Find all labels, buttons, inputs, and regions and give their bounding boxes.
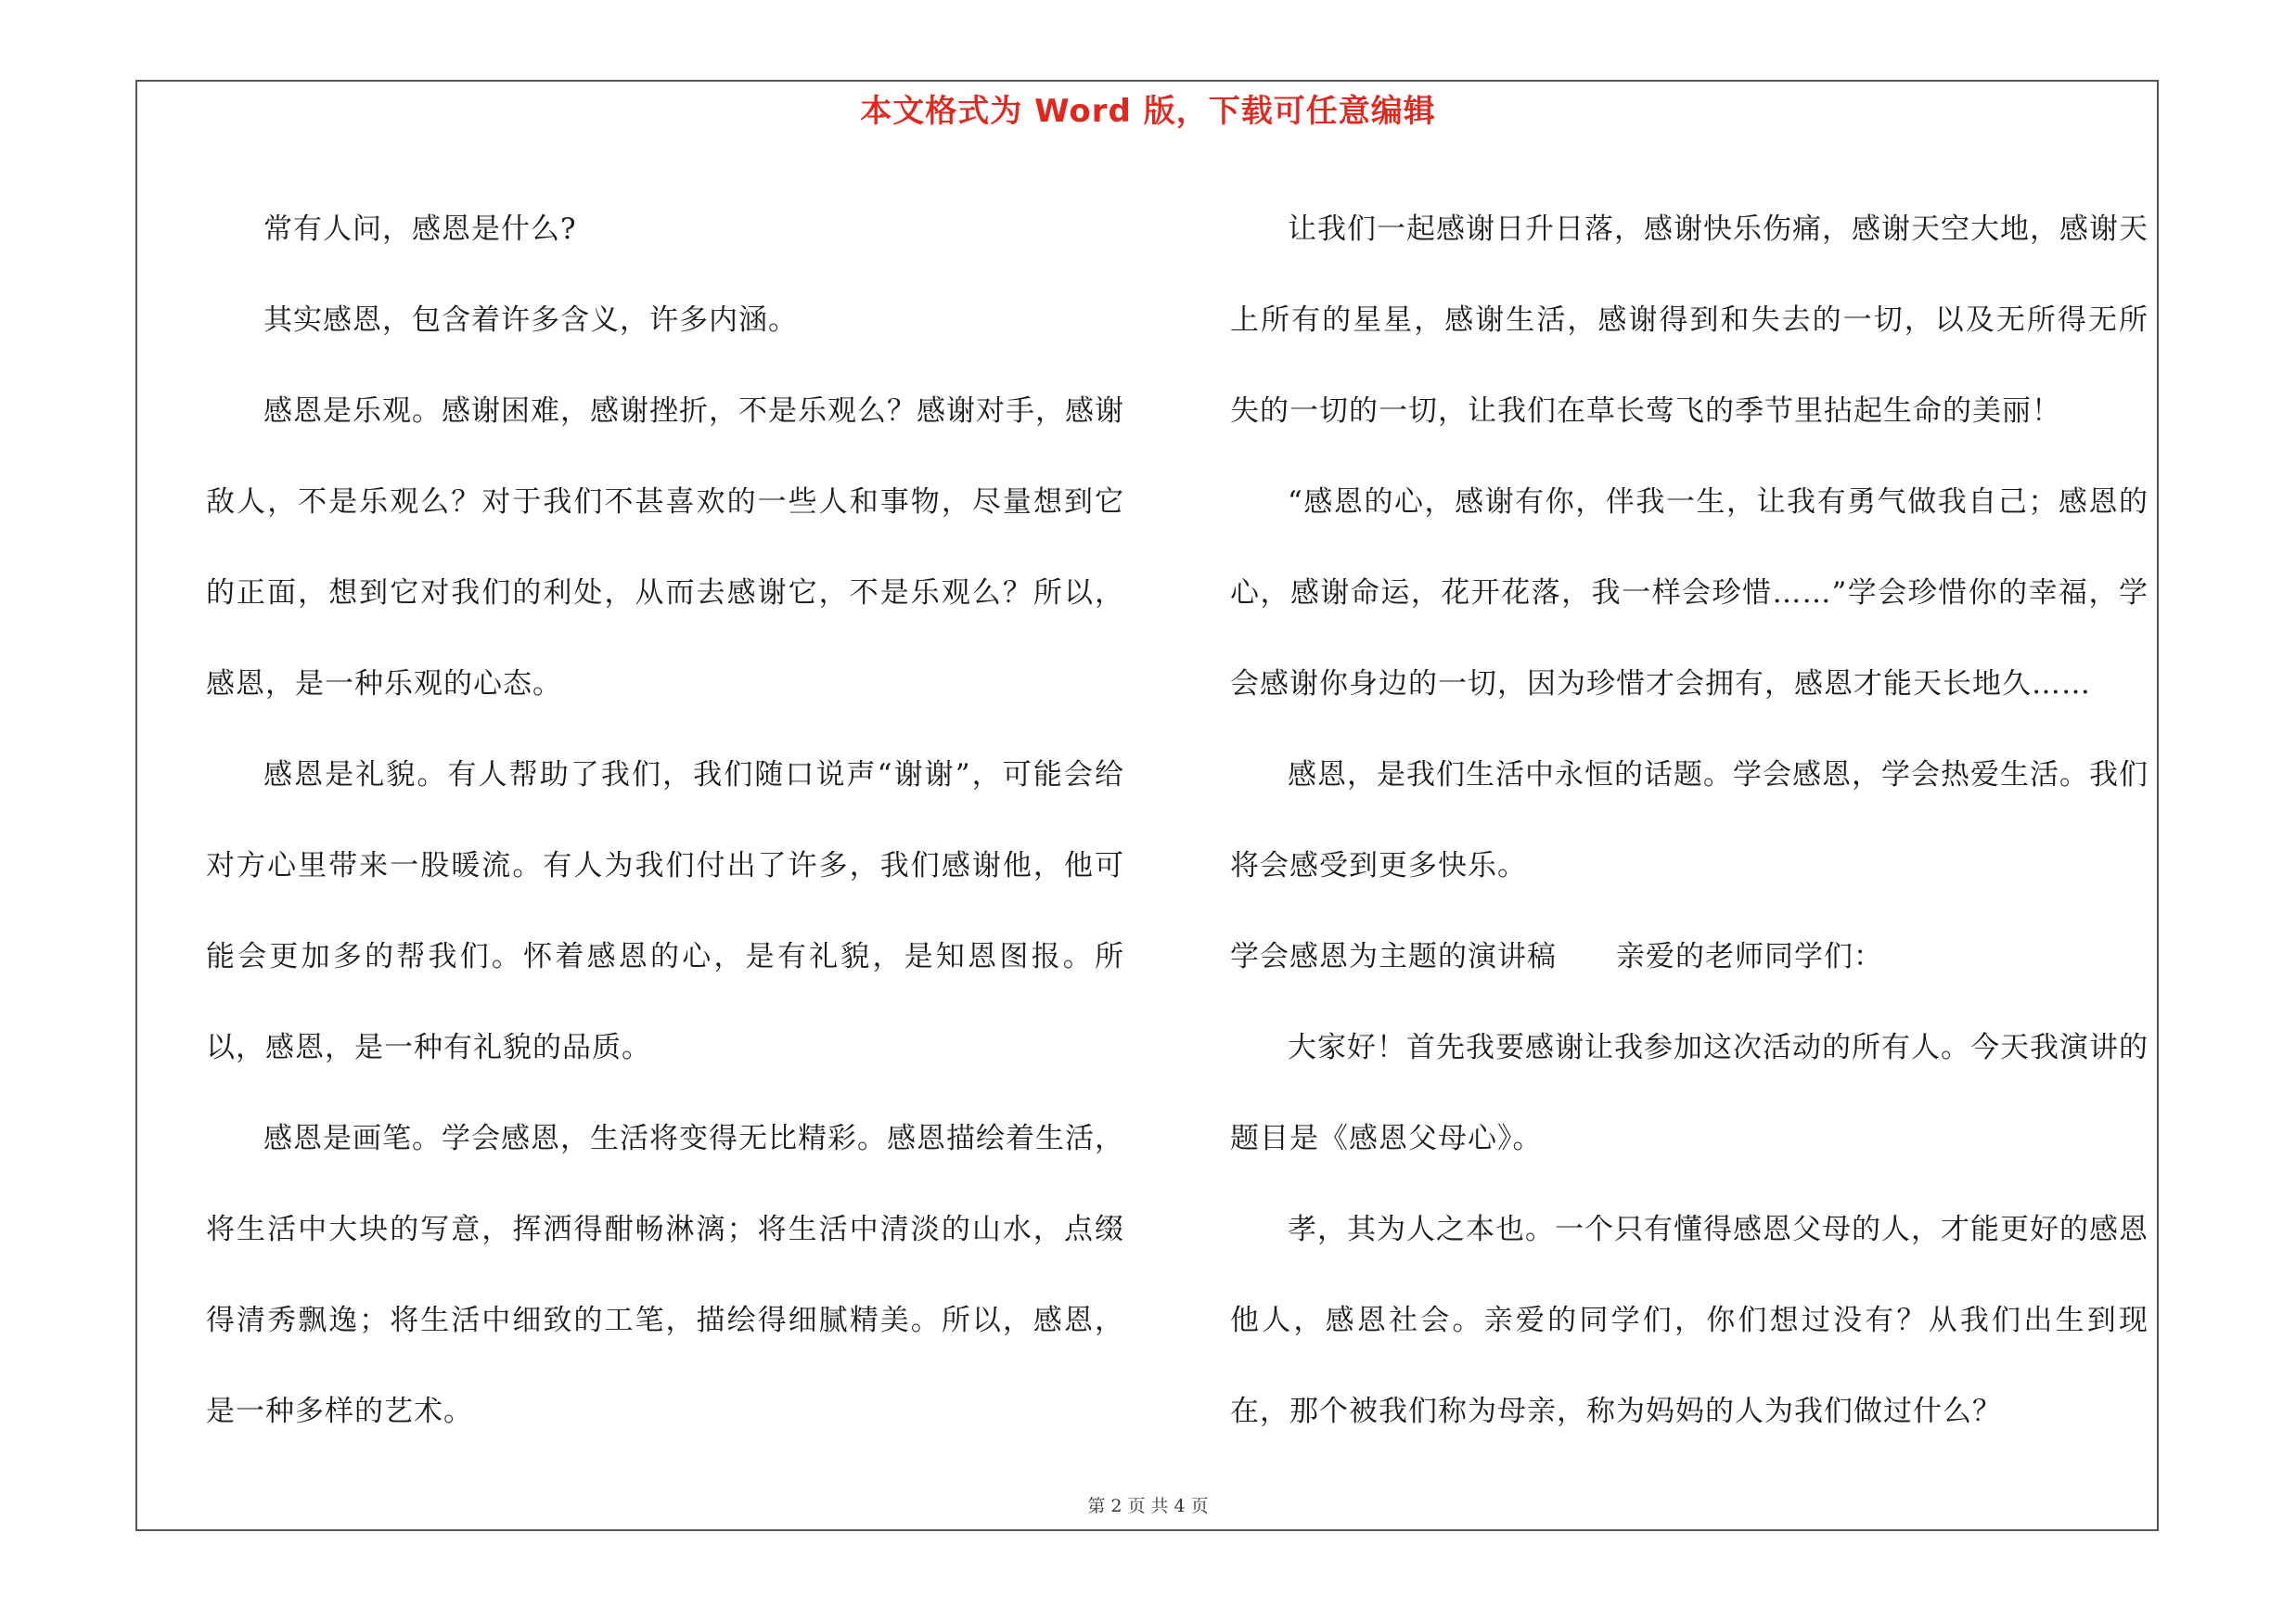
paragraph: “感恩的心，感谢有你，伴我一生，让我有勇气做我自己；感恩的心，感谢命运，花开花落，我一样会珍惜……”学会珍惜你的幸福，学会感谢你身边的一切，因为珍惜才会拥有，感恩才能天长地久…… (1230, 485, 2148, 701)
page-number-footer: 第 2 页 共 4 页 (1087, 1496, 1209, 1516)
paragraph: 其实感恩，包含着许多含义，许多内涵。 (263, 303, 798, 337)
paragraph: 感恩是乐观。感谢困难，感谢挫折，不是乐观么？感谢对手，感谢敌人，不是乐观么？对于我们不甚喜欢的一些人和事物，尽量想到它的正面，想到它对我们的利处，从而去感谢它，不是乐观么？所以，感恩，是一种乐观的心态。 (206, 394, 1124, 701)
paragraph: 常有人问，感恩是什么? (263, 213, 577, 246)
paragraph: 感恩是礼貌。有人帮助了我们，我们随口说声“谢谢”，可能会给对方心里带来一股暖流。有人为我们付出了许多，我们感谢他，他可能会更加多的帮我们。怀着感恩的心，是有礼貌，是知恩图报。所以，感恩，是一种有礼貌的品质。 (206, 758, 1124, 1064)
left-column (206, 184, 1124, 1457)
speech-heading: 学会感恩为主题的演讲稿 亲爱的老师同学们： (1230, 940, 1883, 973)
paragraph: 感恩是画笔。学会感恩，生活将变得无比精彩。感恩描绘着生活，将生活中大块的写意，挥洒得酣畅淋漓；将生活中清淡的山水，点缀得清秀飘逸；将生活中细致的工笔，描绘得细腻精美。所以，感恩，是一种多样的艺术。 (206, 1122, 1124, 1428)
paragraph: 感恩，是我们生活中永恒的话题。学会感恩，学会热爱生活。我们将会感受到更多快乐。 (1230, 758, 2148, 882)
paragraph: 让我们一起感谢日升日落，感谢快乐伤痛，感谢天空大地，感谢天上所有的星星，感谢生活，感谢得到和失去的一切，以及无所得无所失的一切的一切，让我们在草长莺飞的季节里拈起生命的美丽！ (1230, 213, 2148, 428)
paragraph: 大家好！首先我要感谢让我参加这次活动的所有人。今天我演讲的题目是《感恩父母心》。 (1230, 1031, 2148, 1155)
format-banner: 本文格式为 Word 版，下载可任意编辑 (860, 93, 1436, 130)
paragraph: 孝，其为人之本也。一个只有懂得感恩父母的人，才能更好的感恩他人，感恩社会。亲爱的同学们，你们想过没有？从我们出生到现在，那个被我们称为母亲，称为妈妈的人为我们做过什么？ (1230, 1213, 2148, 1428)
right-column (1230, 184, 2148, 1457)
